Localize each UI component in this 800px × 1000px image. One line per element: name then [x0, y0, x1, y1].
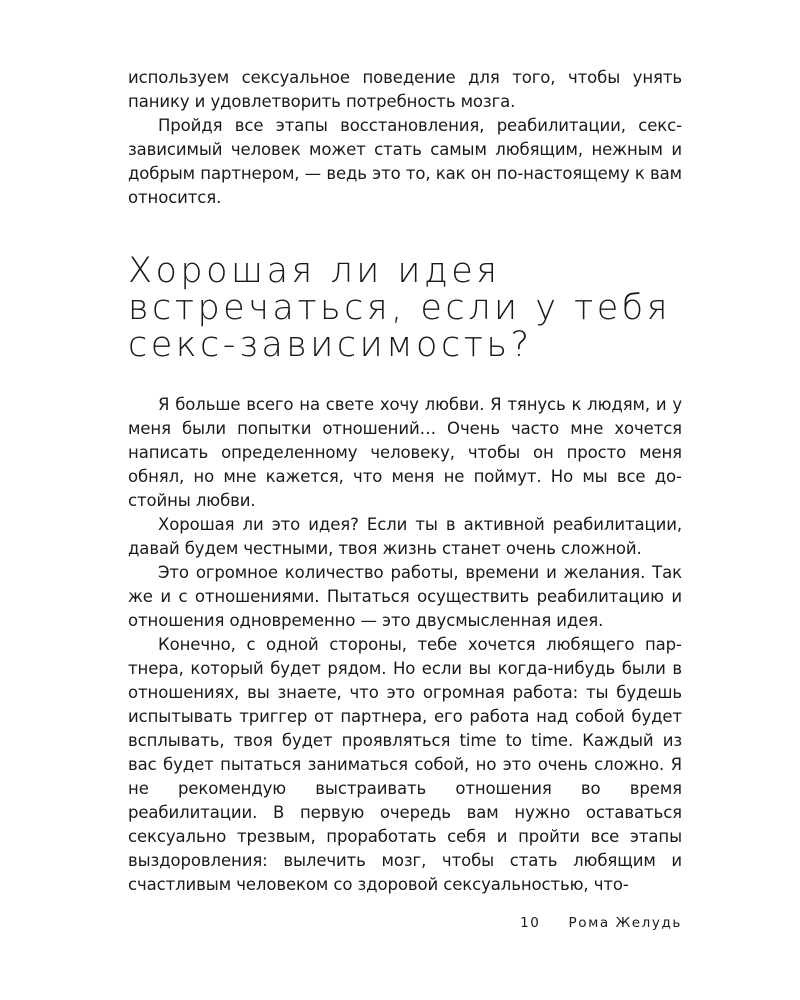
heading-line-3: секс-зависимость?	[128, 325, 533, 365]
page-number: 10	[520, 915, 541, 931]
section-body	[128, 393, 682, 897]
paragraph: Это огромное количество работы, времени и желания. Так же и с отношениями. Пытаться осуществить реабилитацию и отношения одновременно — это двусмысленная идея.	[128, 563, 682, 630]
paragraph: Конечно, с одной стороны, тебе хочется любящего партнера, который будет рядом. Но если вы когда-нибудь были в отношениях, вы знаете, что это огромная работа: ты будешь испытывать триггер от партнера, его работа над собой будет всплывать, твоя будет проявляться time to time. Каждый из вас будет пытаться заниматься собой, но это очень сложно. Я не рекомендую выстраивать отношения во время реабилитации. В первую очередь вам нужно оставаться сексуально трезвым, проработать себя и пройти все этапы выздоровления: вылечить мозг, чтобы стать любящим и счастливым человеком со здоровой сексуальностью, что-	[128, 635, 682, 894]
running-author: Рома Желудь	[568, 915, 682, 931]
paragraph: Хорошая ли это идея? Если ты в активной реабилитации, давай будем честными, твоя жизнь станет очень сложной.	[128, 515, 682, 558]
paragraph: Пройдя все этапы восстановления, реабилитации, секс-зависимый человек может стать самым любящим, нежным и добрым партнером, — ведь это то, как он по-настоящему к вам относится.	[128, 116, 682, 207]
heading-line-2: встречаться, если у тебя	[128, 288, 671, 328]
continued-text	[128, 66, 682, 210]
section-heading	[128, 253, 708, 364]
page-footer	[520, 915, 682, 931]
paragraph: Я больше всего на свете хочу любви. Я тянусь к людям, и у меня были попытки отношений… Очень часто мне хочется написать определенному человеку, чтобы он просто меня обнял, но мне кажется, что меня не поймут. Но мы все достойны любви.	[128, 395, 682, 510]
paragraph-continuation: используем сексуальное поведение для того, чтобы унять панику и удовлетворить потребность мозга.	[128, 68, 682, 111]
heading-line-1: Хорошая ли идея	[128, 251, 501, 291]
